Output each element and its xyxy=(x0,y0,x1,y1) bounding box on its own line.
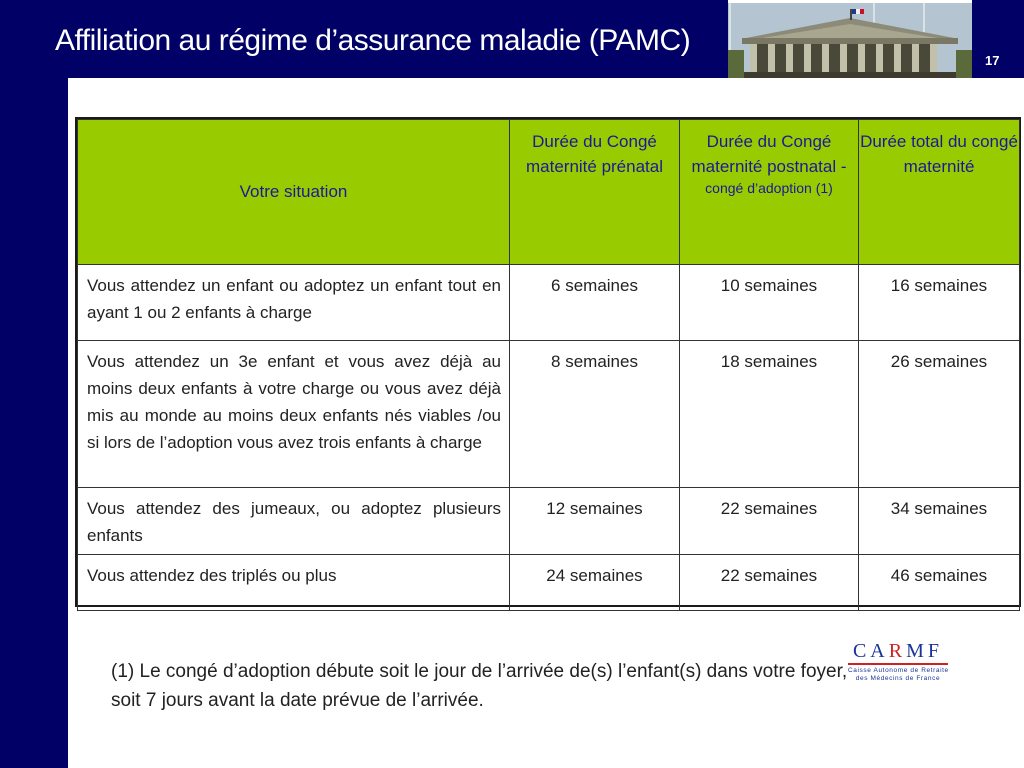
row-prenatal: 8 semaines xyxy=(510,341,680,488)
table-row xyxy=(78,341,1020,488)
slide-number: 17 xyxy=(985,53,1000,68)
table-header-row xyxy=(78,120,1020,265)
row-prenatal: 24 semaines xyxy=(510,554,680,610)
assemblee-building-image xyxy=(728,0,972,78)
logo-name-end: MF xyxy=(906,640,944,662)
row-situation: Vous attendez un enfant ou adoptez un enfant tout en ayant 1 ou 2 enfants à charge xyxy=(78,265,510,341)
logo-wordmark xyxy=(848,640,948,662)
row-prenatal: 6 semaines xyxy=(510,265,680,341)
table-row xyxy=(78,488,1020,555)
logo-name-start: CA xyxy=(852,640,889,662)
header-postnatal-note: congé d’adoption (1) xyxy=(705,180,833,197)
row-total: 26 semaines xyxy=(859,341,1020,488)
logo-divider xyxy=(848,663,948,665)
header-prenatal: Durée du Congé maternité prénatal xyxy=(510,120,680,265)
adoption-footnote xyxy=(111,658,941,715)
row-total: 16 semaines xyxy=(859,265,1020,341)
logo-subtitle-2: des Médecins de France xyxy=(855,675,941,682)
header-situation: Votre situation xyxy=(78,120,510,265)
row-postnatal: 18 semaines xyxy=(680,341,859,488)
row-postnatal: 22 semaines xyxy=(680,488,859,555)
logo-caduceus-letter: R xyxy=(888,640,907,662)
maternity-leave-table xyxy=(75,117,1021,607)
row-situation: Vous attendez des triplés ou plus xyxy=(78,554,510,610)
logo-subtitle-1: Caisse Autonome de Retraite xyxy=(848,667,949,674)
row-total: 34 semaines xyxy=(859,488,1020,555)
header-postnatal-label: Durée du Congé maternité postnatal - xyxy=(691,132,847,176)
row-total: 46 semaines xyxy=(859,554,1020,610)
footnote-line-2: soit 7 jours avant la date prévue de l’arrivée. xyxy=(111,689,484,711)
row-prenatal: 12 semaines xyxy=(510,488,680,555)
header-total: Durée total du congé maternité xyxy=(859,120,1020,265)
carmf-logo xyxy=(848,640,948,690)
table-row xyxy=(78,554,1020,610)
row-postnatal: 22 semaines xyxy=(680,554,859,610)
row-situation: Vous attendez des jumeaux, ou adoptez plusieurs enfants xyxy=(78,488,510,555)
footnote-line-1: (1) Le congé d’adoption débute soit le jour de l’arrivée de(s) l’enfant(s) dans votre foyer, xyxy=(111,661,848,682)
building-photo xyxy=(728,0,972,78)
header-postnatal xyxy=(680,120,859,265)
row-postnatal: 10 semaines xyxy=(680,265,859,341)
slide-title: Affiliation au régime d’assurance maladie (PAMC) xyxy=(55,24,691,57)
row-situation: Vous attendez un 3e enfant et vous avez déjà au moins deux enfants à votre charge ou vous avez déjà mis au monde au moins deux enfants nés viables /ou si lors de l’adoption vous avez trois enfants à charge xyxy=(78,341,510,488)
table-row xyxy=(78,265,1020,341)
